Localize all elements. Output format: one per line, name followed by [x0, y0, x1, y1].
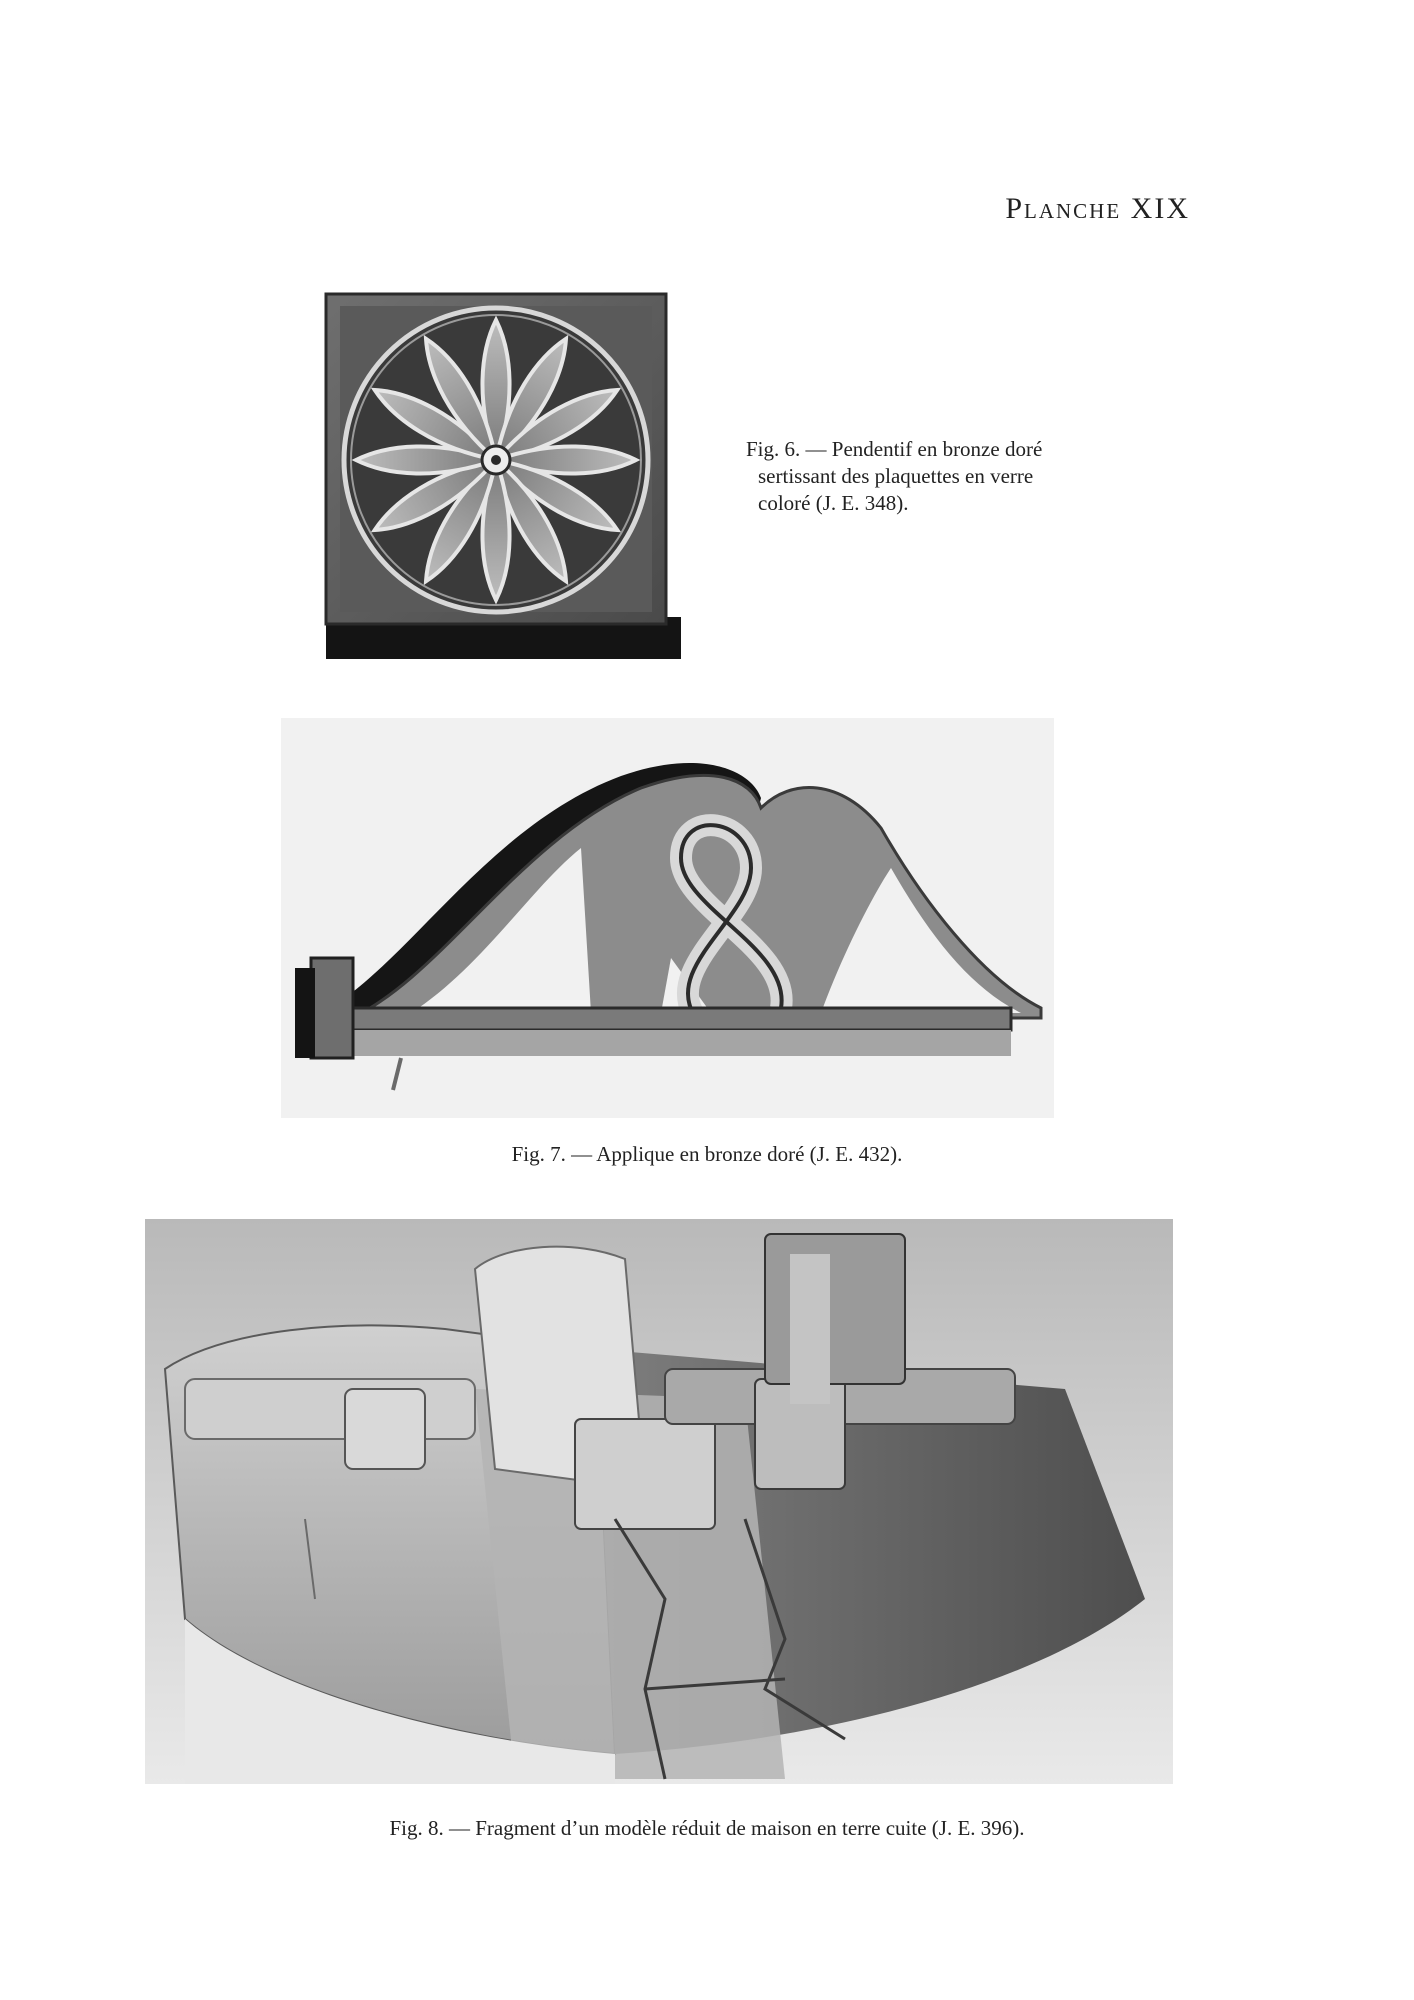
applique-illustration [281, 718, 1054, 1118]
figure-6-caption-line: sertissant des plaquettes en verre [758, 464, 1034, 488]
pendant-illustration [318, 282, 682, 662]
figure-8-photo [145, 1219, 1173, 1784]
figure-8-caption: Fig. 8. — Fragment d’un modèle réduit de maison en terre cuite (J. E. 396). [389, 1816, 1025, 1840]
figure-7-photo [281, 718, 1054, 1118]
plate-numeral: XIX [1130, 192, 1190, 225]
figure-6-caption [746, 436, 1141, 517]
figure-6-caption-line: Fig. 6. — Pendentif en bronze doré [746, 437, 1043, 461]
figure-7-caption: Fig. 7. — Applique en bronze doré (J. E. 432). [511, 1142, 903, 1166]
house-model-illustration [145, 1219, 1173, 1784]
figure-6-caption-line: coloré (J. E. 348). [758, 491, 909, 515]
plate-word: Planche [1005, 192, 1122, 225]
plate-title [960, 192, 1190, 226]
figure-6-photo [318, 282, 682, 662]
